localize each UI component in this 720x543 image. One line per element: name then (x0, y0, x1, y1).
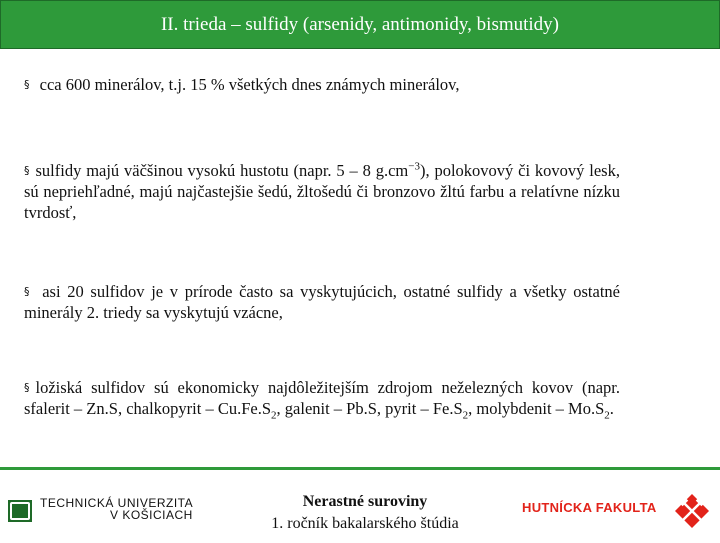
bullet-4-text-d: . (609, 399, 614, 418)
hammer-emblem-icon (674, 493, 710, 529)
bullet-2 (24, 160, 620, 223)
course-year: 1. ročník bakalarského štúdia (271, 515, 459, 532)
university-line-1: TECHNICKÁ UNIVERZITA (40, 496, 194, 510)
course-name: Nerastné suroviny (302, 493, 428, 510)
bullet-4-sub-1: 2 (271, 409, 277, 422)
bullet-4-text-a: ložiská sulfidov sú ekonomicky najdôležitejším zdrojom neželezných kovov (napr. sfalerit – Zn.S, chalkopyrit – Cu.Fe.S (24, 378, 620, 418)
bullet-4-text-c: , molybdenit – Mo.S (468, 399, 605, 418)
bullet-2-text-a: sulfidy majú väčšinou vysokú hustotu (napr. 5 – 8 g.cm (35, 161, 409, 180)
bullet-3-text: asi 20 sulfidov je v prírode často sa vyskytujúcich, ostatné sulfidy a všetky ostatné minerály 2. triedy sa vyskytujú vzácne, (24, 282, 620, 322)
slide-header (0, 0, 720, 49)
bullet-1-text: cca 600 minerálov, t.j. 15 % všetkých dnes známych minerálov, (39, 75, 460, 94)
bullet-4-sub-2: 2 (462, 409, 469, 422)
course-info (230, 492, 500, 536)
bullet-marker: § (24, 78, 30, 91)
bullet-3 (24, 281, 620, 323)
bullet-marker: § (24, 164, 30, 177)
bullet-2-text-b: ), polokovový či kovový lesk, sú nepriehľadné, majú najčastejšie šedú, žltošedú či bronzovo žltú farbu a relatívne nízku tvrdosť, (24, 161, 620, 222)
bullet-1 (24, 74, 620, 95)
tuke-logo-icon (8, 500, 32, 522)
bullet-4-sub-3: 2 (604, 409, 610, 422)
bullet-marker: § (24, 285, 30, 298)
bullet-4 (24, 377, 620, 422)
slide-footer (0, 467, 720, 543)
faculty-name: HUTNÍCKA FAKULTA (522, 500, 657, 515)
bullet-marker: § (24, 381, 30, 394)
university-name (40, 497, 193, 521)
bullet-2-sup: −3 (408, 160, 420, 173)
bullet-4-text-b: , galenit – Pb.S, pyrit – Fe.S (276, 399, 463, 418)
slide-title: II. trieda – sulfidy (arsenidy, antimonidy, bismutidy) (160, 13, 560, 35)
university-line-2: V KOŠICIACH (110, 508, 193, 522)
